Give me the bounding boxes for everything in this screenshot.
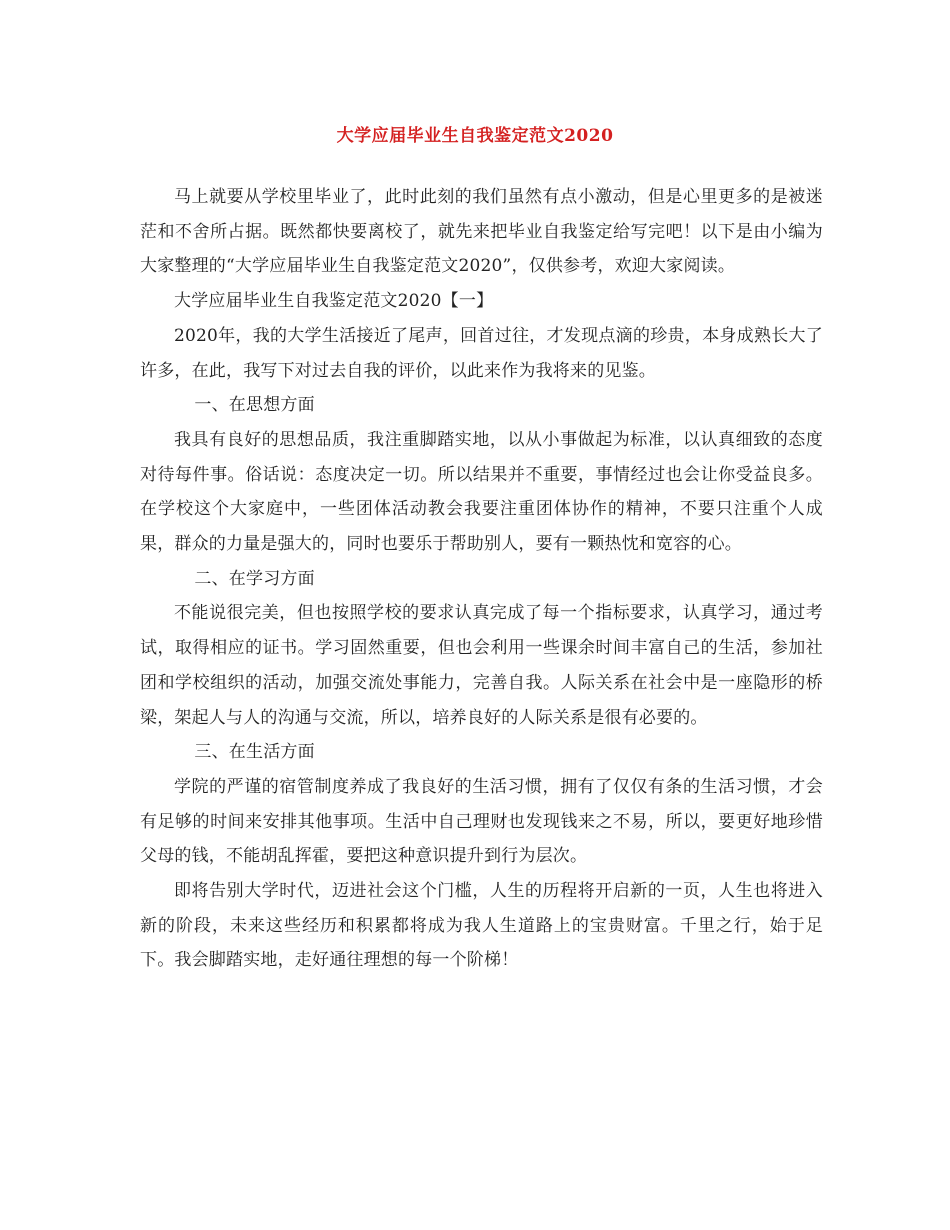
document-body (140, 180, 823, 978)
closing-paragraph: 即将告别大学时代，迈进社会这个门槛，人生的历程将开启新的一页，人生也将进入新的阶段，未来这些经历和积累都将成为我人生道路上的宝贵财富。千里之行，始于足下。我会脚踏实地，走好通往理想的每一个阶梯！ (140, 881, 823, 971)
body-paragraph: 不能说很完美，但也按照学校的要求认真完成了每一个指标要求，认真学习，通过考试，取得相应的证书。学习固然重要，但也会利用一些课余时间丰富自己的生活，参加社团和学校组织的活动，加强交流处事能力，完善自我。人际关系在社会中是一座隐形的桥梁，架起人与人的沟通与交流，所以，培养良好的人际关系是很有必要的。 (140, 603, 823, 728)
document-title: 大学应届毕业生自我鉴定范文2020 (336, 126, 614, 146)
body-paragraph: 2020年，我的大学生活接近了尾声，回首过往，才发现点滴的珍贵，本身成熟长大了许多，在此，我写下对过去自我的评价，以此来作为我将来的见鉴。 (140, 325, 823, 381)
intro-paragraph: 马上就要从学校里毕业了，此时此刻的我们虽然有点小激动，但是心里更多的是被迷茫和不舍所占据。既然都快要离校了，就先来把毕业自我鉴定给写完吧！以下是由小编为大家整理的“大学应届毕业生自我鉴定范文2020”，仅供参考，欢迎大家阅读。 (140, 187, 823, 277)
subheading-thought: 一、在思想方面 (194, 395, 315, 416)
section-heading: 大学应届毕业生自我鉴定范文2020【一】 (174, 291, 494, 312)
subheading-study: 二、在学习方面 (194, 568, 315, 589)
subheading-life: 三、在生活方面 (194, 742, 315, 763)
body-paragraph: 学院的严谨的宿管制度养成了我良好的生活习惯，拥有了仅仅有条的生活习惯，才会有足够的时间来安排其他事项。生活中自己理财也发现钱来之不易，所以，要更好地珍惜父母的钱，不能胡乱挥霍，要把这种意识提升到行为层次。 (140, 776, 823, 867)
body-paragraph: 我具有良好的思想品质，我注重脚踏实地，以从小事做起为标准，以认真细致的态度对待每件事。俗话说：态度决定一切。所以结果并不重要，事情经过也会让你受益良多。在学校这个大家庭中，一些团体活动教会我要注重团体协作的精神，不要只注重个人成果，群众的力量是强大的，同时也要乐于帮助别人，要有一颗热忱和宽容的心。 (140, 429, 823, 555)
